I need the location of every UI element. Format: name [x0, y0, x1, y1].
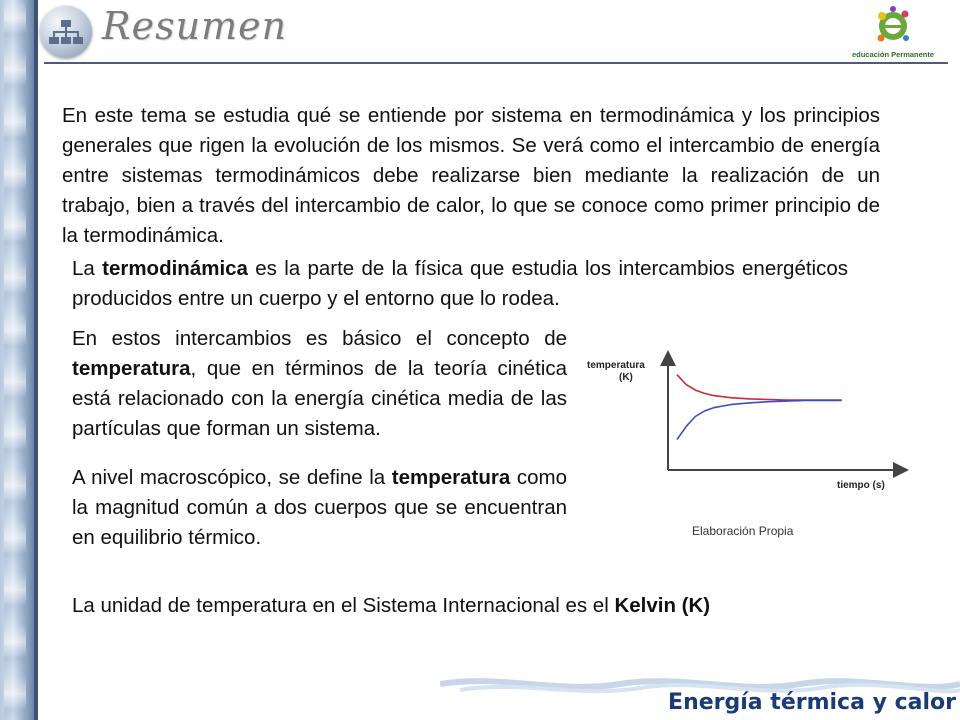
text-span: En estos intercambios es básico el concepto de — [72, 327, 567, 350]
temperature-chart — [585, 348, 915, 496]
bold-term: termodinámica — [102, 257, 248, 280]
text-span: A nivel macroscópico, se define la — [72, 466, 392, 489]
logo-graphic-icon — [838, 4, 948, 50]
text-span: como la magnitud común a dos cuerpos que se encuentran en equilibrio térmico. — [72, 466, 568, 549]
sitemap-icon — [40, 6, 92, 58]
text-span: es la parte de la física que estudia los intercambios energéticos producidos entre un cuerpo y el entorno que lo rodea. — [72, 257, 848, 310]
left-decorative-bar — [0, 0, 38, 720]
si-unit-paragraph — [72, 591, 848, 621]
bold-term: temperatura — [391, 466, 511, 489]
y-axis-label-line1: temperatura — [587, 360, 645, 371]
temperature-kinetic-paragraph — [72, 324, 567, 444]
series-line-1 — [677, 401, 842, 440]
text-span: La — [72, 257, 103, 280]
footer-title: Energía térmica y calor — [668, 690, 956, 715]
educacion-permanente-logo — [838, 4, 948, 62]
series-line-0 — [677, 375, 842, 400]
text-span: La unidad de temperatura en el Sistema Internacional es el — [72, 594, 615, 617]
logo-text: educación Permanente — [851, 50, 935, 59]
temperature-macroscopic-paragraph — [72, 463, 567, 553]
x-axis-label: tiempo (s) — [837, 480, 885, 491]
intro-paragraph: En este tema se estudia qué se entiende por sistema en termodinámica y los principios generales que rigen la evolución de los mismos. Se verá como el intercambio de energía entre sistemas termodinámicos debe realizarse bien mediante la realización de un trabajo, bien a través del intercambio de calor, lo que se conoce como primer principio de la termodinámica. — [62, 104, 880, 247]
chart-caption: Elaboración Propia — [692, 524, 794, 538]
y-axis-label-line2: (K) — [619, 372, 633, 383]
bold-term: Kelvin (K) — [614, 594, 711, 617]
header-divider — [44, 62, 948, 64]
chart-svg — [585, 348, 915, 496]
page-title: Resumen — [102, 4, 288, 48]
text-span: , que en términos de la teoría cinética está relacionado con la energía cinética media de las partículas que forman un sistema. — [72, 357, 567, 440]
thermodynamics-definition — [72, 254, 848, 314]
bold-term: temperatura — [72, 357, 191, 380]
